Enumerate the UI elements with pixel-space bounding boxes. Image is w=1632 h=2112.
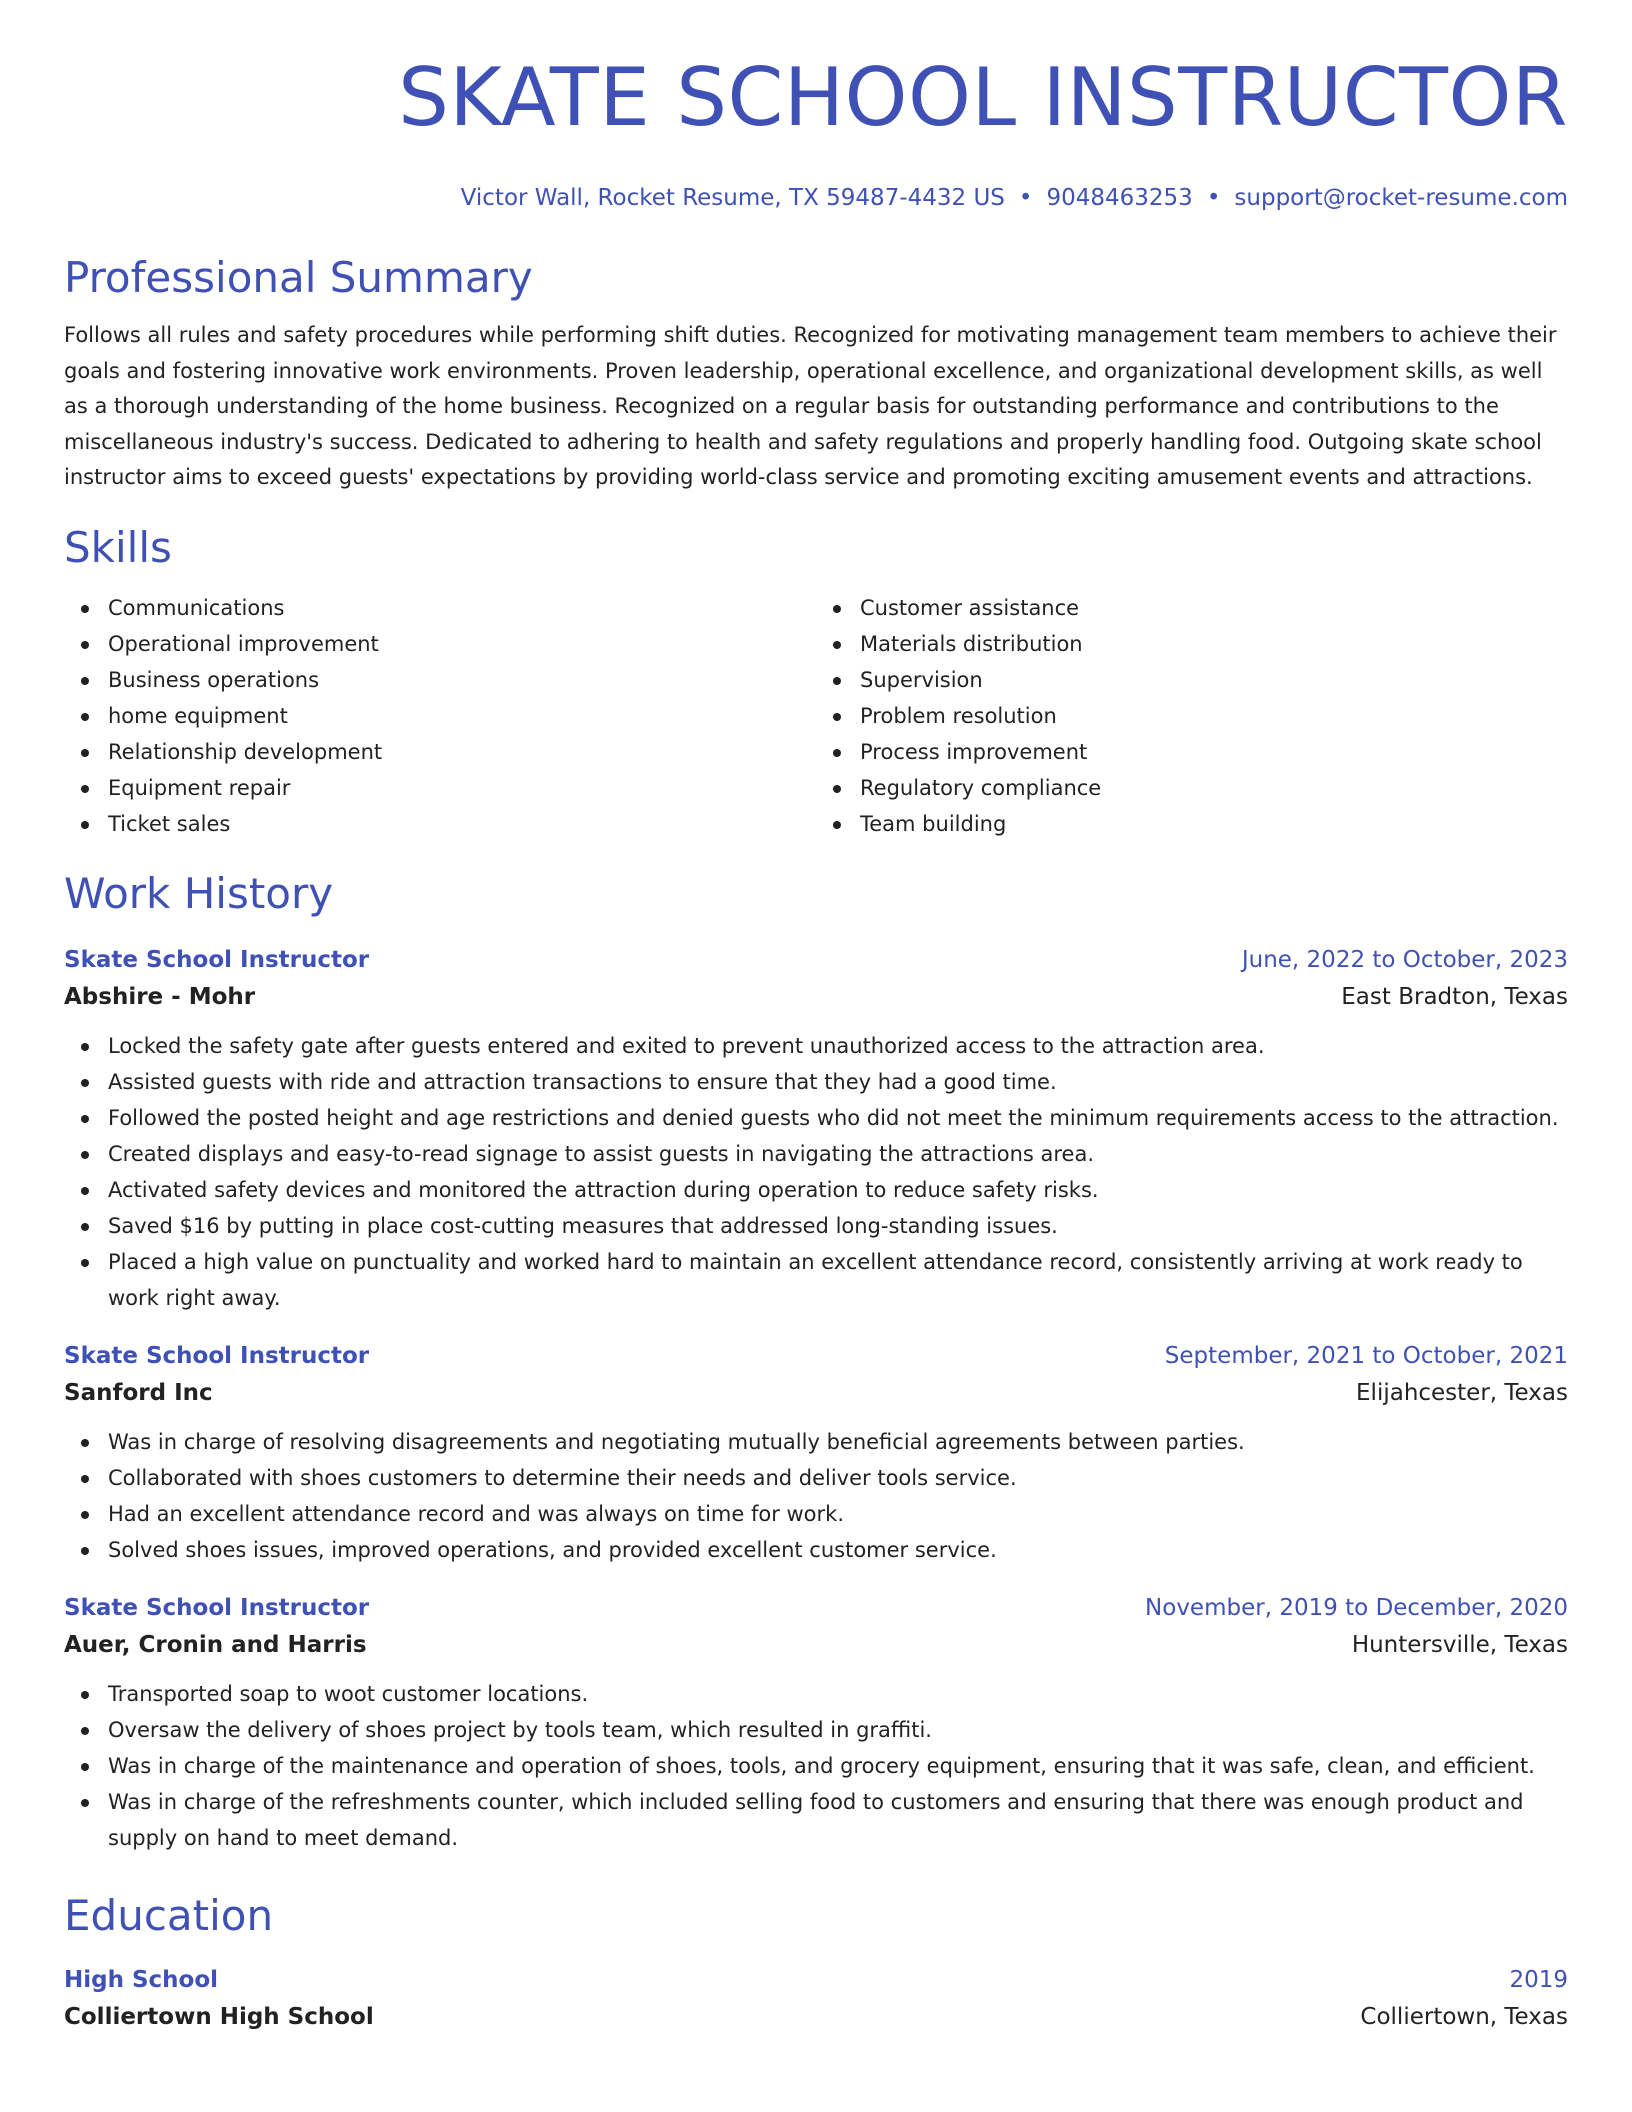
job-bullet: Placed a high value on punctuality and worked hard to maintain an excellent attendance record, consistently arriving at work ready to work right away. (108, 1244, 1568, 1316)
job-bullets (64, 1676, 1568, 1856)
job-location: East Bradton, Texas (1341, 983, 1568, 1010)
job-bullet: Oversaw the delivery of shoes project by tools team, which resulted in graffiti. (108, 1712, 1568, 1748)
skill-item: Regulatory compliance (860, 770, 1568, 806)
education-school-row (64, 1998, 1568, 2036)
job-bullet: Had an excellent attendance record and was always on time for work. (108, 1496, 1568, 1532)
education-entry (64, 1962, 1568, 2036)
phone: 9048463253 (1046, 185, 1193, 211)
candidate-name: SKATE SCHOOL INSTRUCTOR (398, 51, 1568, 144)
job-bullet: Transported soap to woot customer locations. (108, 1676, 1568, 1712)
job-company-row (64, 1374, 1568, 1412)
skill-item: Supervision (860, 662, 1568, 698)
job-bullet: Created displays and easy-to-read signage to assist guests in navigating the attractions area. (108, 1136, 1568, 1172)
resume-header (64, 50, 1568, 214)
summary-text: Follows all rules and safety procedures while performing shift duties. Recognized for motivating management team members to achieve their goals and fostering innovative work environments. Proven leadership, operational excellence, and organizational development skills, as well as a thorough understanding of the home business. Recognized on a regular basis for outstanding performance and contributions to the miscellaneous industry's success. Dedicated to adhering to health and safety regulations and properly handling food. Outgoing skate school instructor aims to exceed guests' expectations by providing world-class service and promoting exciting amusement events and attractions. (64, 323, 1557, 489)
job-dates: September, 2021 to October, 2021 (1164, 1342, 1568, 1369)
job-bullets (64, 1424, 1568, 1568)
skill-item: Relationship development (108, 734, 816, 770)
skill-item: Problem resolution (860, 698, 1568, 734)
skills-grid (64, 590, 1568, 842)
skills-column-right (816, 590, 1568, 842)
job-title: Skate School Instructor (64, 946, 370, 973)
job-bullet: Saved $16 by putting in place cost-cutting measures that addressed long-standing issues. (108, 1208, 1568, 1244)
job-company-row (64, 1626, 1568, 1664)
education-header-row (64, 1962, 1568, 1998)
skill-item: Operational improvement (108, 626, 816, 662)
job-bullet: Locked the safety gate after guests entered and exited to prevent unauthorized access to the attraction area. (108, 1028, 1568, 1064)
skill-item: Ticket sales (108, 806, 816, 842)
job-location: Elijahcester, Texas (1356, 1379, 1568, 1406)
job-entry (64, 1338, 1568, 1568)
skill-item: Team building (860, 806, 1568, 842)
company-name: Abshire - Mohr (64, 983, 256, 1010)
job-title: Skate School Instructor (64, 1342, 370, 1369)
job-bullet: Was in charge of the refreshments counter, which included selling food to customers and ensuring that there was enough product and supply on hand to meet demand. (108, 1784, 1568, 1856)
degree: High School (64, 1966, 219, 1993)
skill-item: Communications (108, 590, 816, 626)
skill-item: Business operations (108, 662, 816, 698)
skills-column-left (64, 590, 816, 842)
skill-item: Equipment repair (108, 770, 816, 806)
job-title: Skate School Instructor (64, 1594, 370, 1621)
job-bullet: Collaborated with shoes customers to determine their needs and deliver tools service. (108, 1460, 1568, 1496)
job-bullet: Followed the posted height and age restrictions and denied guests who did not meet the minimum requirements access to the attraction. (108, 1100, 1568, 1136)
graduation-year: 2019 (1509, 1966, 1568, 1993)
work-history-heading: Work History (64, 868, 334, 918)
skills-heading: Skills (64, 522, 172, 572)
contact-separator: • (1206, 185, 1221, 211)
company-name: Sanford Inc (64, 1379, 213, 1406)
summary-heading: Professional Summary (64, 253, 533, 302)
contact-separator: • (1018, 185, 1033, 211)
job-bullets (64, 1028, 1568, 1316)
skill-item: Customer assistance (860, 590, 1568, 626)
school-location: Colliertown, Texas (1360, 2003, 1568, 2030)
job-bullet: Was in charge of the maintenance and operation of shoes, tools, and grocery equipment, ensuring that it was safe, clean, and efficient. (108, 1748, 1568, 1784)
job-location: Huntersville, Texas (1351, 1631, 1568, 1658)
education-heading: Education (64, 1890, 274, 1940)
email: support@rocket-resume.com (1234, 185, 1568, 211)
job-company-row (64, 978, 1568, 1016)
job-entry (64, 1590, 1568, 1856)
job-dates: November, 2019 to December, 2020 (1145, 1594, 1568, 1621)
address: Victor Wall, Rocket Resume, TX 59487-4432 US (460, 185, 1005, 211)
contact-line (64, 182, 1568, 214)
job-bullet: Activated safety devices and monitored the attraction during operation to reduce safety risks. (108, 1172, 1568, 1208)
job-entry (64, 942, 1568, 1316)
job-header-row (64, 1590, 1568, 1626)
school-name: Colliertown High School (64, 2003, 374, 2030)
skill-item: Materials distribution (860, 626, 1568, 662)
job-bullet: Solved shoes issues, improved operations, and provided excellent customer service. (108, 1532, 1568, 1568)
job-bullet: Assisted guests with ride and attraction transactions to ensure that they had a good time. (108, 1064, 1568, 1100)
skill-item: Process improvement (860, 734, 1568, 770)
company-name: Auer, Cronin and Harris (64, 1631, 367, 1658)
job-dates: June, 2022 to October, 2023 (1241, 946, 1568, 973)
job-bullet: Was in charge of resolving disagreements and negotiating mutually beneficial agreements between parties. (108, 1424, 1568, 1460)
skill-item: home equipment (108, 698, 816, 734)
job-header-row (64, 1338, 1568, 1374)
job-header-row (64, 942, 1568, 978)
